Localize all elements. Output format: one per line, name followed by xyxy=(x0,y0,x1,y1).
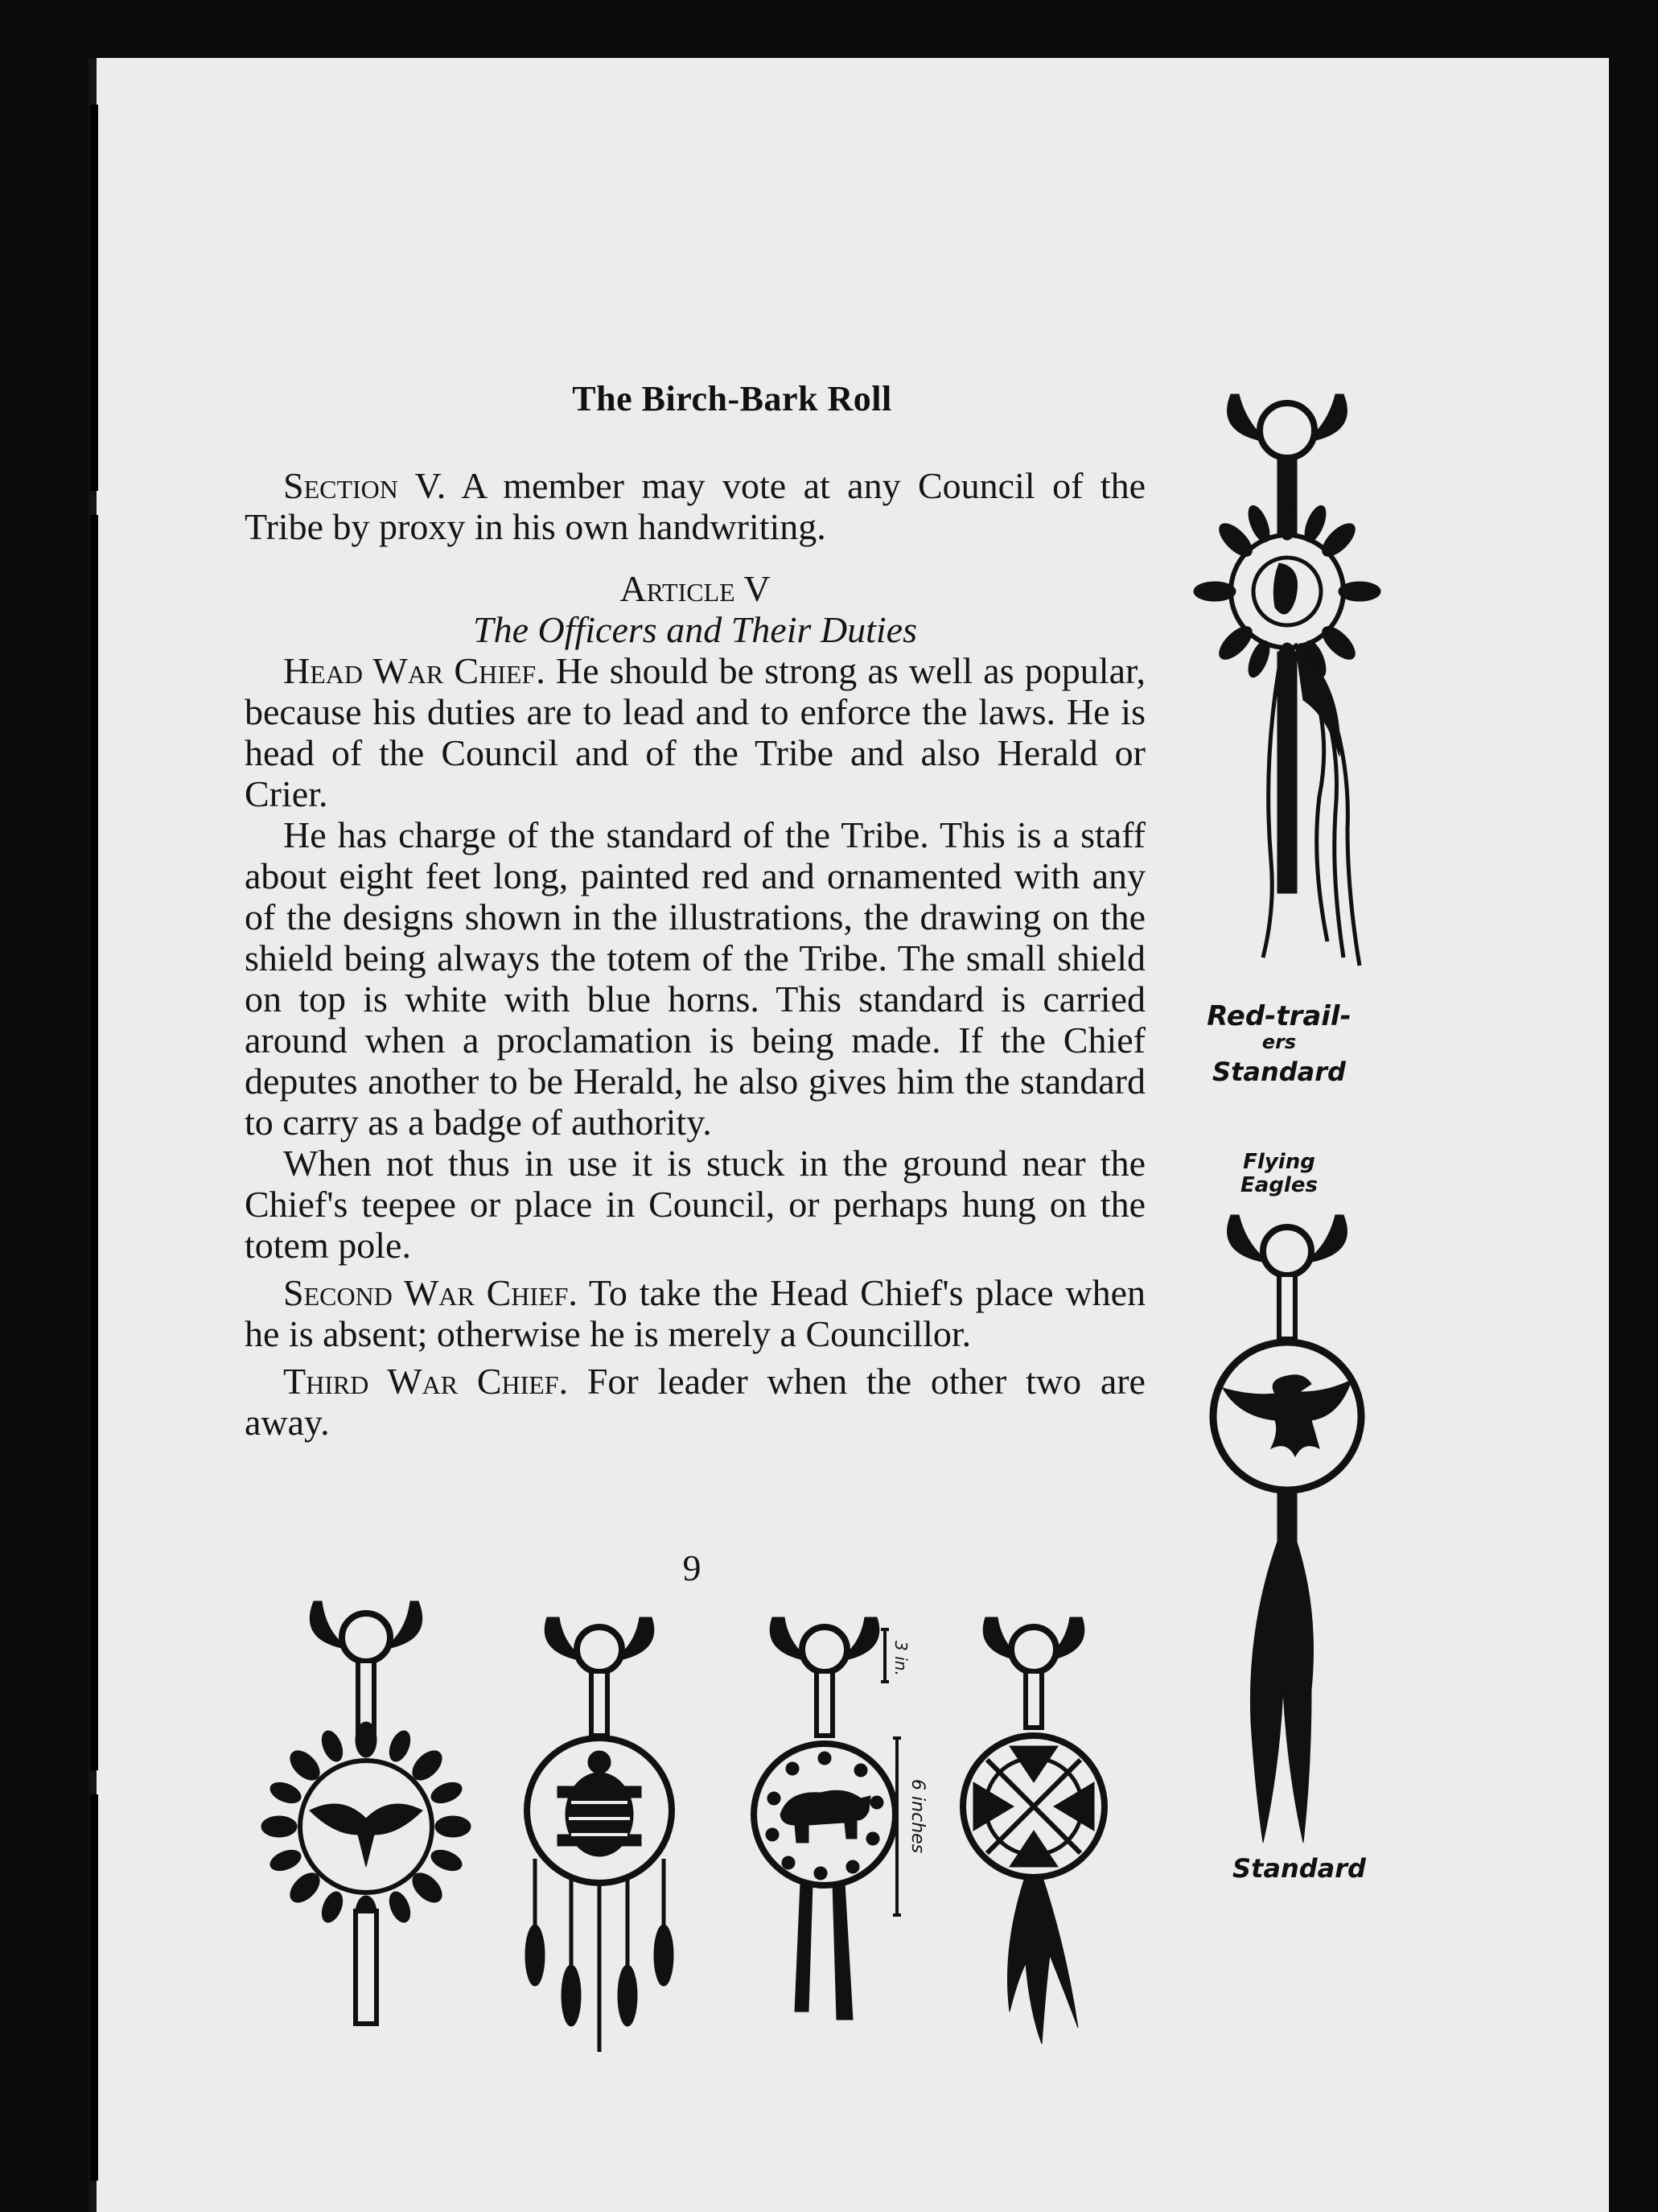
red-trailers-standard-illustration xyxy=(1183,378,1392,990)
binding-shadow xyxy=(90,105,98,491)
flying-eagles-caption-line1: Flying xyxy=(1243,1150,1315,1174)
red-trailers-caption-line2: ers xyxy=(1261,1031,1297,1054)
page-number: 9 xyxy=(682,1547,701,1588)
sun-standard-illustration xyxy=(257,1593,475,2044)
flying-eagles-caption xyxy=(1223,1151,1335,1197)
third-war-chief-paragraph xyxy=(245,1361,1146,1443)
body-text xyxy=(245,465,1146,1443)
section-v-paragraph xyxy=(245,465,1146,547)
article-subheading: The Officers and Their Duties xyxy=(473,609,917,650)
red-trailers-caption-line3: Standard xyxy=(1212,1056,1346,1087)
section-v-text: A member may vote at any Council of the Tribe by proxy in his own handwriting. xyxy=(245,465,1146,547)
section-v-label: Section V. xyxy=(283,465,446,506)
running-head: The Birch-Bark Roll xyxy=(572,379,892,418)
dimension-label-side: 6 inches xyxy=(907,1779,928,1854)
binding-shadow xyxy=(90,1794,98,2181)
turtle-standard-illustration xyxy=(511,1609,704,2060)
dimension-label-top: 3 in. xyxy=(891,1641,911,1676)
red-trailers-caption xyxy=(1207,1002,1351,1086)
standard-bottom-caption: Standard xyxy=(1232,1853,1366,1884)
cross-standard-illustration xyxy=(945,1609,1138,2060)
standard-paragraph: He has charge of the standard of the Tribe. This is a staff about eight feet long, painted red and ornamented with any of the designs shown in the illustrations, the drawing on the shield being always the totem of the Tribe. The small shield on top is white with blue horns. This standard is carried around when a proclamation is being made. If the Chief deputes another to be Herald, he also gives him the standard to carry as a badge of authority. xyxy=(245,814,1146,1143)
flying-eagles-standard-illustration xyxy=(1191,1207,1384,1867)
flying-eagles-caption-line2: Eagles xyxy=(1240,1172,1318,1197)
third-war-chief-text: For leader when the other two are away. xyxy=(245,1361,1146,1443)
not-in-use-paragraph: When not thus in use it is stuck in the ground near the Chief's teepee or place in Council, or perhaps hung on the totem pole. xyxy=(245,1143,1146,1266)
head-war-chief-text: He should be strong as well as popular, because his duties are to lead and to enforce the laws. He is head of the Council and of the Tribe and also Herald or Crier. xyxy=(245,650,1146,814)
binding-shadow xyxy=(90,515,98,1770)
head-war-chief-label: Head War Chief. xyxy=(283,650,545,691)
third-war-chief-label: Third War Chief. xyxy=(283,1361,569,1402)
red-trailers-caption-line1: Red-trail- xyxy=(1207,1000,1351,1032)
second-war-chief-text: To take the Head Chief's place when he is absent; otherwise he is merely a Councillor. xyxy=(245,1272,1146,1354)
head-war-chief-paragraph xyxy=(245,650,1146,814)
article-heading: Article V xyxy=(619,568,771,609)
second-war-chief-paragraph xyxy=(245,1272,1146,1354)
second-war-chief-label: Second War Chief. xyxy=(283,1272,578,1313)
